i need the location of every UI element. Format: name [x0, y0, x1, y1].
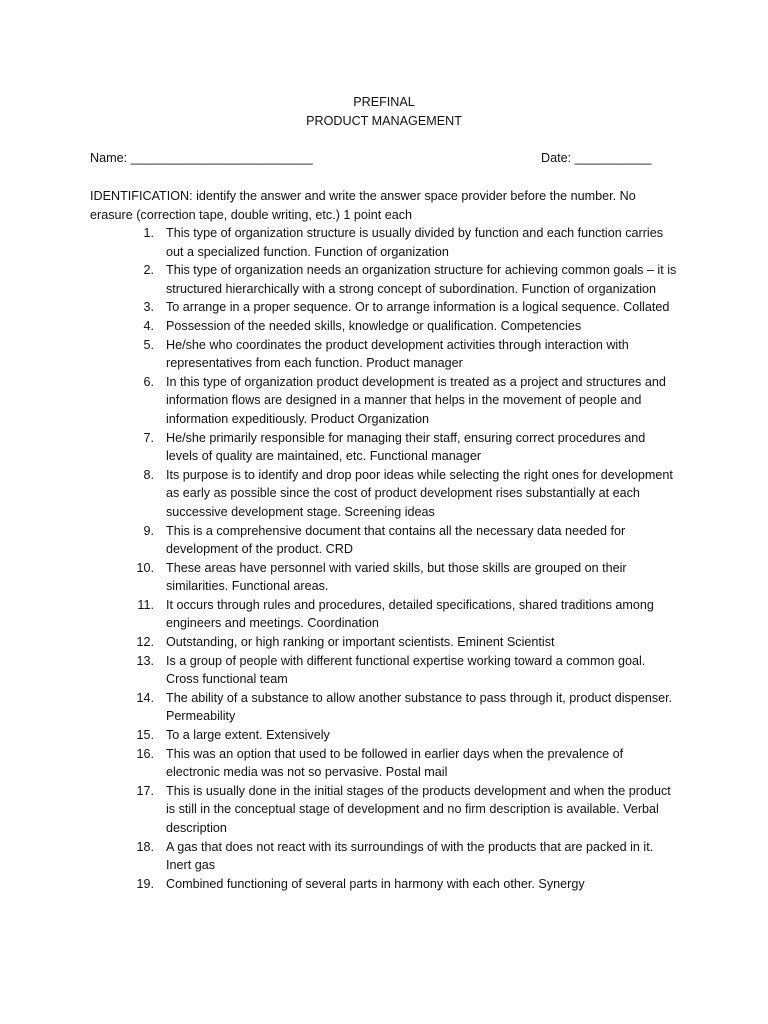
- instructions: IDENTIFICATION: identify the answer and write the answer space provider before the number. No erasure (correction tape, double writing, etc.) 1 point each: [90, 189, 636, 222]
- question-text: Is a group of people with different functional expertise working toward a common goal. Cross functional team: [166, 653, 646, 687]
- question-text: This type of organization needs an organization structure for achieving common goals – it is structured hierarchically with a strong concept of subordination. Function of organization: [166, 263, 677, 296]
- name-field: Name: __________________________: [90, 151, 313, 165]
- question-text: Combined functioning of several parts in harmony with each other. Synergy: [166, 876, 585, 891]
- question-text: This is usually done in the initial stages of the products development and when the product is still in the conceptual stage of development and no firm description is available. Verbal description: [166, 783, 671, 835]
- question-item: [90, 429, 680, 466]
- question-text: This is a comprehensive document that contains all the necessary data needed for development of the product. CRD: [166, 523, 626, 557]
- question-text: He/she who coordinates the product development activities through interaction with representatives from each function. Product manager: [166, 337, 629, 371]
- question-item: [90, 522, 680, 559]
- question-text: This type of organization structure is usually divided by function and each function carries out a specialized function. Function of organization: [166, 226, 664, 259]
- question-text: A gas that does not react with its surroundings of with the products that are packed in it. Inert gas: [166, 839, 654, 873]
- question-number: 18.: [136, 839, 154, 854]
- question-item: [90, 838, 680, 875]
- question-number: 3.: [143, 300, 154, 315]
- question-number: 1.: [143, 226, 154, 240]
- question-item: [90, 466, 680, 522]
- question-number: 14.: [136, 690, 154, 705]
- question-text: The ability of a substance to allow another substance to pass through it, product dispenser. Permeability: [166, 690, 673, 724]
- question-text: Outstanding, or high ranking or important scientists. Eminent Scientist: [166, 635, 555, 650]
- question-item: [90, 633, 680, 652]
- question-text: He/she primarily responsible for managing their staff, ensuring correct procedures and levels of quality are maintained, etc. Functional manager: [166, 430, 646, 464]
- question-number: 19.: [136, 876, 154, 891]
- question-number: 5.: [143, 337, 154, 352]
- question-number: 6.: [143, 374, 154, 389]
- question-text: This was an option that used to be followed in earlier days when the prevalence of electronic media was not so pervasive. Postal mail: [166, 746, 624, 780]
- question-number: 17.: [136, 783, 154, 798]
- document-title: PREFINAL: [353, 95, 415, 109]
- question-number: 2.: [143, 263, 154, 278]
- question-list: [90, 224, 680, 893]
- question-text: These areas have personnel with varied skills, but those skills are grouped on their similarities. Functional areas.: [166, 560, 627, 594]
- question-number: 7.: [143, 430, 154, 445]
- question-number: 10.: [136, 560, 154, 575]
- question-item: [90, 745, 680, 782]
- question-item: [90, 261, 680, 298]
- question-item: [90, 336, 680, 373]
- question-text: It occurs through rules and procedures, detailed specifications, shared traditions among engineers and meetings. Coordination: [166, 597, 654, 631]
- question-number: 8.: [143, 467, 154, 482]
- date-field: Date: ___________: [541, 151, 652, 165]
- question-item: [90, 317, 680, 336]
- question-item: [90, 689, 680, 726]
- question-item: [90, 298, 680, 317]
- question-item: [90, 224, 680, 261]
- question-text: Possession of the needed skills, knowledge or qualification. Competencies: [166, 318, 582, 333]
- question-number: 15.: [136, 728, 154, 743]
- question-number: 4.: [143, 318, 154, 333]
- question-number: 13.: [136, 653, 154, 668]
- question-text: Its purpose is to identify and drop poor ideas while selecting the right ones for development as early as possible since the cost of product development rises substantially at each successive development stage. Screening ideas: [166, 467, 673, 519]
- question-item: [90, 726, 680, 745]
- question-number: 16.: [136, 746, 154, 761]
- question-item: [90, 652, 680, 689]
- question-number: 9.: [143, 523, 154, 538]
- question-item: [90, 596, 680, 633]
- question-item: [90, 875, 680, 894]
- question-number: 11.: [137, 597, 154, 612]
- question-number: 12.: [136, 635, 154, 650]
- question-text: In this type of organization product development is treated as a project and structures and information flows are designed in a manner that helps in the movement of people and information expeditiously. Product Organization: [166, 374, 666, 426]
- question-item: [90, 782, 680, 838]
- question-text: To a large extent. Extensively: [166, 728, 330, 743]
- question-text: To arrange in a proper sequence. Or to arrange information is a logical sequence. Collated: [166, 300, 670, 315]
- question-item: [90, 373, 680, 429]
- question-item: [90, 559, 680, 596]
- document-subtitle: PRODUCT MANAGEMENT: [306, 114, 462, 128]
